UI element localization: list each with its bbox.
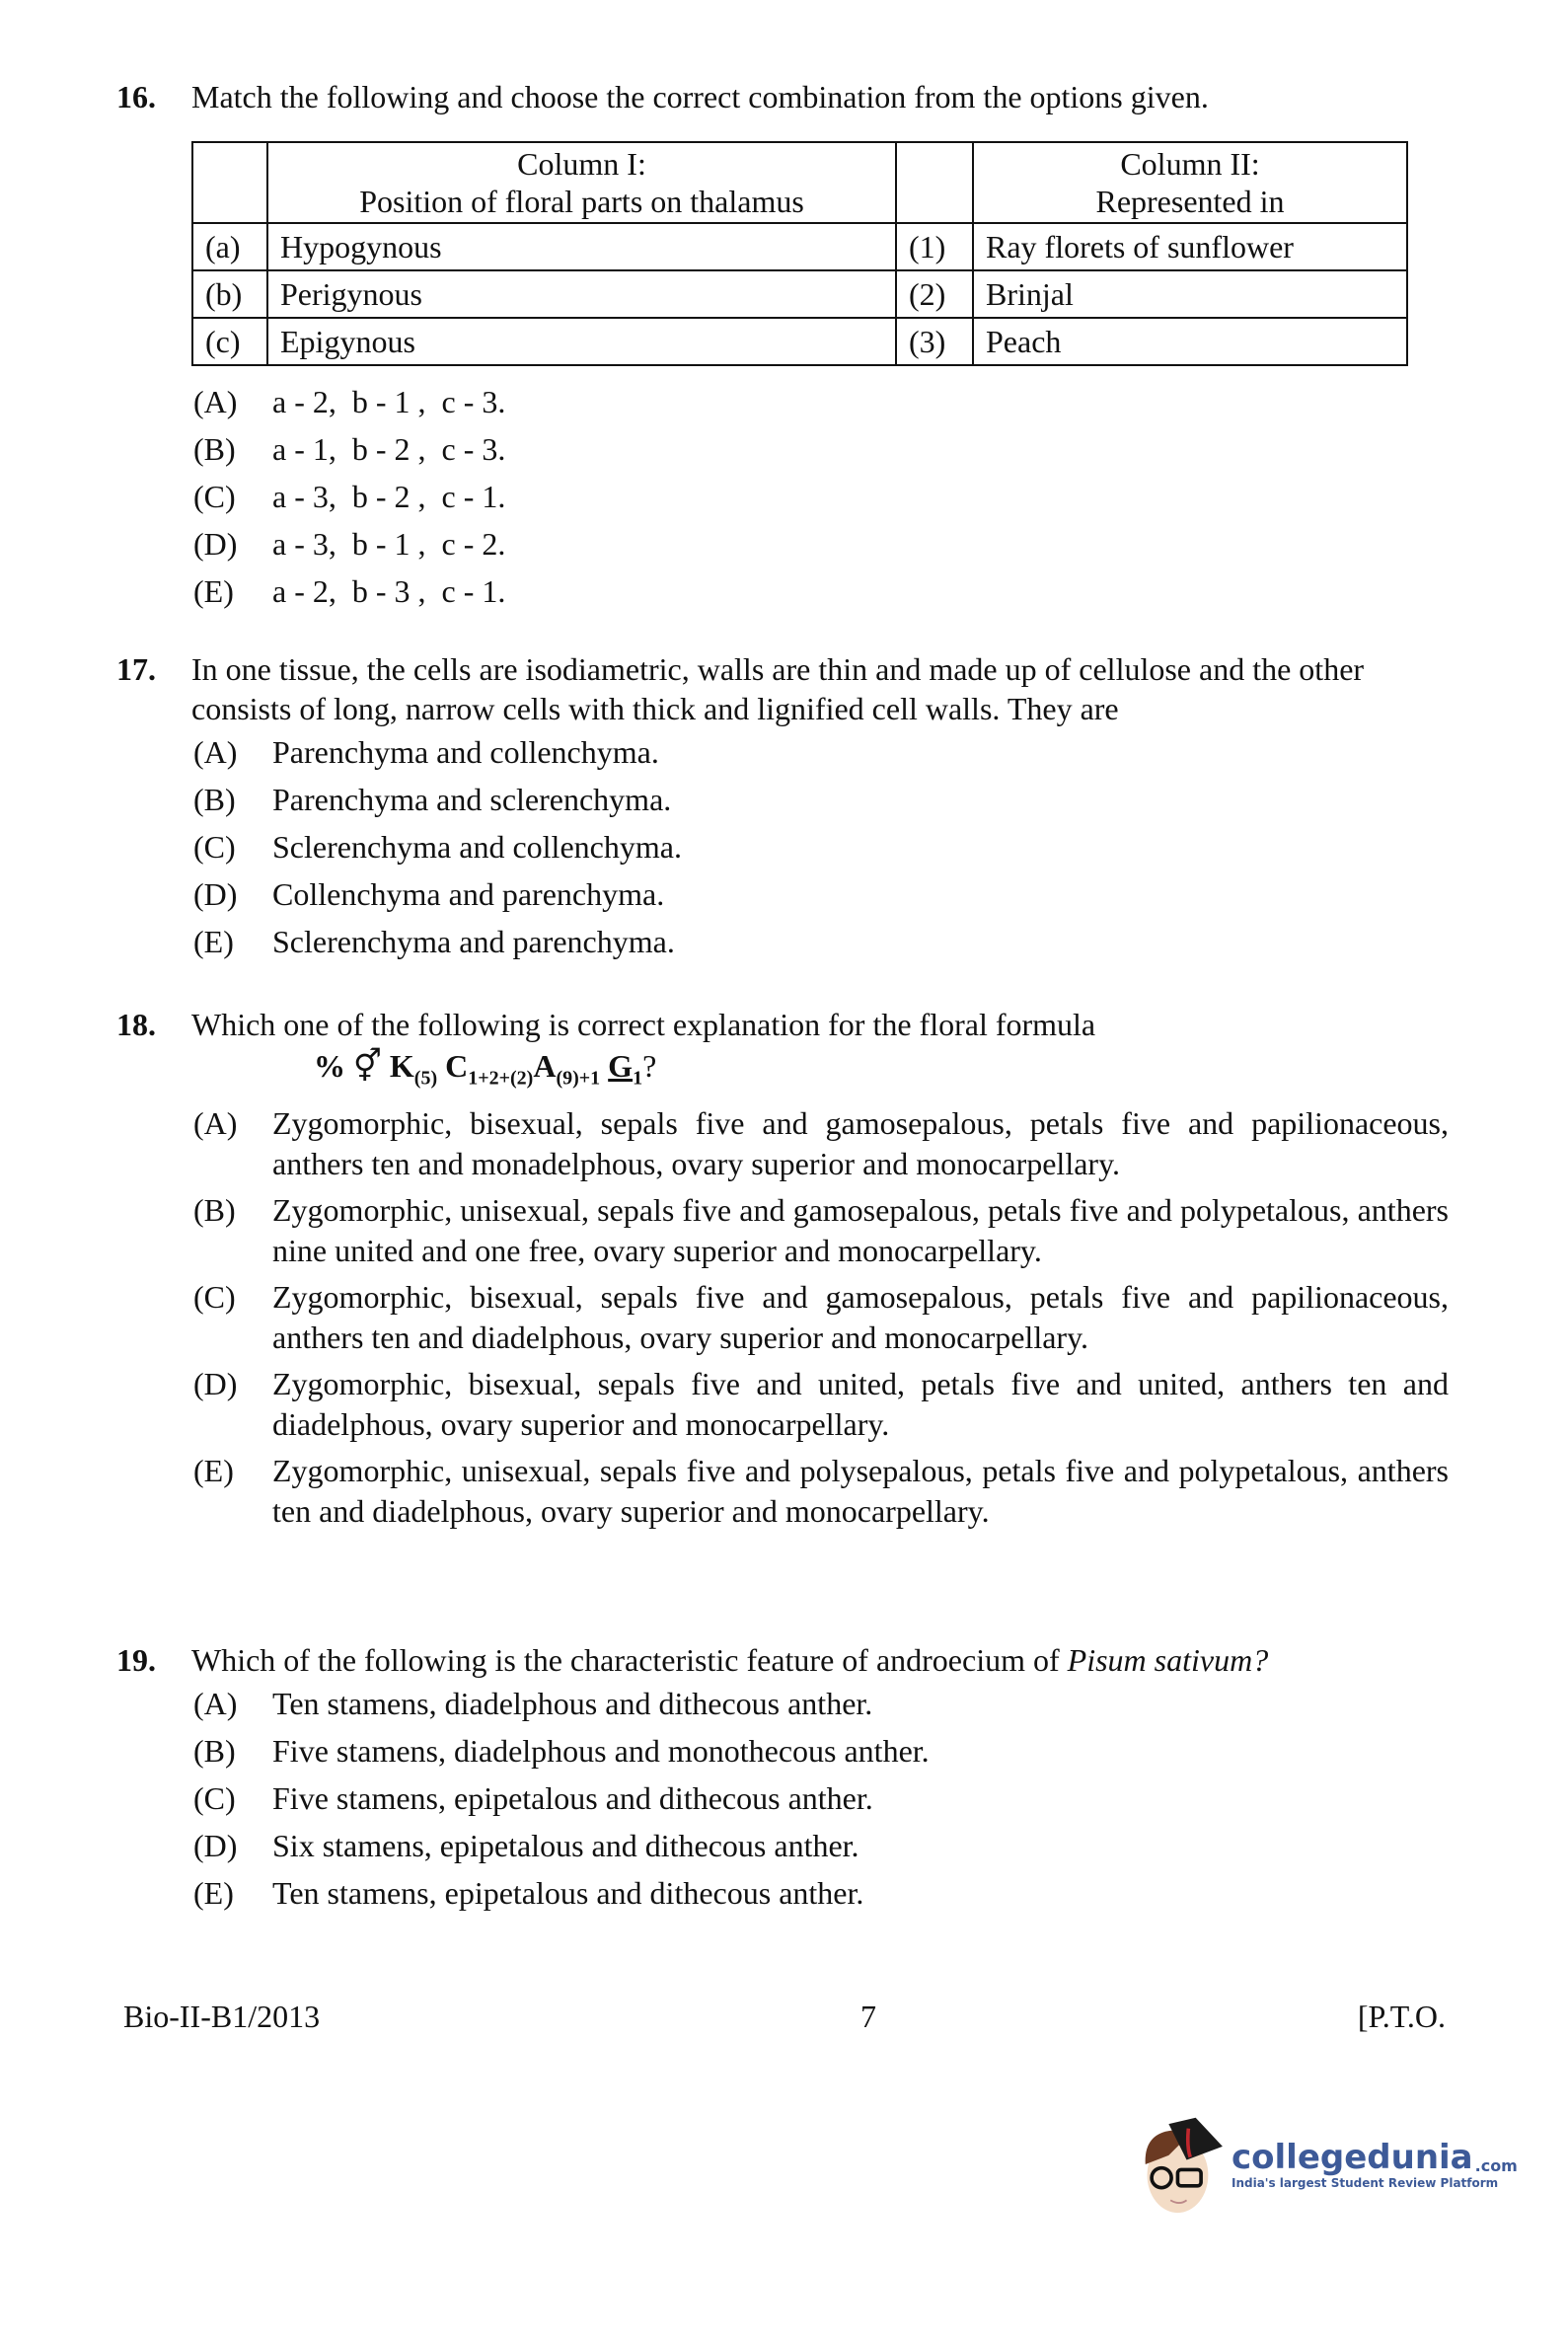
option-c	[193, 1277, 1449, 1358]
pto-label: [P.T.O.	[1357, 1999, 1446, 2034]
option-label: (A)	[193, 1686, 238, 1721]
option-label: (C)	[193, 1780, 236, 1816]
collegedunia-logo	[1133, 2110, 1518, 2219]
row-key: (b)	[192, 270, 267, 318]
col2-header-line2: Represented in	[1095, 184, 1285, 219]
option-a	[193, 378, 1449, 425]
option-text: a - 2, b - 3 , c - 1.	[272, 573, 506, 609]
question-text: Which one of the following is correct explanation for the floral formula	[191, 1007, 1096, 1042]
gynoecium-count: 1	[633, 1067, 643, 1090]
question-number: 19.	[116, 1642, 156, 1678]
table-row	[192, 223, 1407, 270]
option-a	[193, 1680, 1449, 1727]
option-label: (B)	[193, 1192, 236, 1229]
paper-code: Bio-II-B1/2013	[123, 1999, 321, 2034]
student-mascot-icon	[1133, 2110, 1232, 2219]
option-b	[193, 1190, 1449, 1271]
option-text: Six stamens, epipetalous and dithecous anther.	[272, 1828, 859, 1863]
row-match: Brinjal	[973, 270, 1407, 318]
row-item: Hypogynous	[267, 223, 896, 270]
page-number: 7	[859, 1999, 876, 2034]
question-19	[116, 1640, 1449, 1917]
question-18	[116, 1005, 1449, 1532]
androecium-symbol: A	[533, 1048, 557, 1084]
calyx-symbol: K	[389, 1048, 414, 1084]
option-text: Parenchyma and collenchyma.	[272, 734, 659, 770]
question-text: Which of the following is the characteristic feature of androecium of	[191, 1642, 1068, 1678]
option-text: a - 3, b - 1 , c - 2.	[272, 526, 506, 562]
option-label: (E)	[193, 1875, 234, 1911]
option-c	[193, 1774, 1449, 1822]
option-d	[193, 1364, 1449, 1445]
row-num: (3)	[896, 318, 973, 365]
option-text: a - 2, b - 1 , c - 3.	[272, 384, 506, 419]
option-text: Zygomorphic, bisexual, sepals five and gamosepalous, petals five and papilionaceous, anthers ten and monadelphous, ovary superior and monocarpellary.	[272, 1105, 1449, 1182]
option-b	[193, 1727, 1449, 1774]
option-label: (D)	[193, 1828, 238, 1863]
option-text: Ten stamens, epipetalous and dithecous anther.	[272, 1875, 864, 1911]
question-number: 16.	[116, 79, 156, 114]
calyx-count: (5)	[413, 1067, 438, 1090]
option-text: a - 3, b - 2 , c - 1.	[272, 479, 506, 514]
question-17	[116, 649, 1449, 965]
option-text: Zygomorphic, unisexual, sepals five and gamosepalous, petals five and polypetalous, anthers nine united and one free, ovary superior and monocarpellary.	[272, 1192, 1449, 1269]
option-label: (C)	[193, 1279, 236, 1316]
option-text: Parenchyma and sclerenchyma.	[272, 782, 672, 817]
option-label: (B)	[193, 782, 236, 817]
row-match: Ray florets of sunflower	[973, 223, 1407, 270]
table-row	[192, 318, 1407, 365]
table-header-row	[192, 142, 1407, 223]
row-match: Peach	[973, 318, 1407, 365]
option-label: (D)	[193, 1366, 238, 1402]
floral-formula	[314, 1044, 1449, 1099]
option-b	[193, 776, 1449, 823]
row-item: Perigynous	[267, 270, 896, 318]
option-label: (B)	[193, 1733, 236, 1769]
option-text: a - 1, b - 2 , c - 3.	[272, 431, 506, 467]
table-row	[192, 270, 1407, 318]
logo-tagline: India's largest Student Review Platform	[1232, 2176, 1499, 2190]
option-label: (C)	[193, 829, 236, 865]
question-number: 17.	[116, 651, 156, 687]
option-label: (B)	[193, 431, 236, 467]
option-label: (C)	[193, 479, 236, 514]
option-e	[193, 567, 1449, 615]
option-label: (A)	[193, 384, 238, 419]
option-text: Zygomorphic, bisexual, sepals five and united, petals five and united, anthers ten and diadelphous, ovary superior and monocarpellary.	[272, 1366, 1449, 1443]
question-text: In one tissue, the cells are isodiametric, walls are thin and made up of cellulose and the other consists of long, narrow cells with thick and lignified cell walls. They are	[191, 651, 1365, 726]
gynoecium-symbol: G	[608, 1048, 634, 1084]
option-text: Zygomorphic, bisexual, sepals five and gamosepalous, petals five and papilionaceous, anthers ten and diadelphous, ovary superior and monocarpellary.	[272, 1279, 1449, 1356]
option-label: (E)	[193, 1453, 234, 1489]
option-c	[193, 823, 1449, 870]
row-item: Epigynous	[267, 318, 896, 365]
question-text: Match the following and choose the correct combination from the options given.	[191, 79, 1209, 114]
option-a	[193, 1103, 1449, 1184]
logo-wordmark: collegedunia	[1232, 2138, 1473, 2177]
option-label: (A)	[193, 734, 238, 770]
row-num: (2)	[896, 270, 973, 318]
corolla-count: 1+2+(2)	[468, 1067, 534, 1090]
option-e	[193, 918, 1449, 965]
option-label: (E)	[193, 924, 234, 959]
option-b	[193, 425, 1449, 473]
option-label: (A)	[193, 1105, 238, 1142]
question-number: 18.	[116, 1007, 156, 1042]
logo-suffix: .com	[1474, 2156, 1518, 2175]
androecium-count: (9)+1	[556, 1067, 601, 1090]
option-text: Sclerenchyma and collenchyma.	[272, 829, 682, 865]
match-table	[191, 141, 1408, 366]
row-key: (a)	[192, 223, 267, 270]
row-key: (c)	[192, 318, 267, 365]
col1-header-line2: Position of floral parts on thalamus	[359, 184, 804, 219]
option-d	[193, 520, 1449, 567]
option-d	[193, 870, 1449, 918]
option-text: Ten stamens, diadelphous and dithecous anther.	[272, 1686, 873, 1721]
bisexual-symbol: ⚥	[353, 1048, 382, 1084]
option-d	[193, 1822, 1449, 1869]
page-footer	[123, 1999, 1446, 2035]
col2-header-line1: Column II:	[1120, 146, 1260, 182]
option-text: Zygomorphic, unisexual, sepals five and polysepalous, petals five and polypetalous, anthers ten and diadelphous, ovary superior and monocarpellary.	[272, 1453, 1449, 1530]
option-text: Sclerenchyma and parenchyma.	[272, 924, 675, 959]
question-16	[116, 77, 1449, 116]
option-label: (D)	[193, 876, 238, 912]
corolla-symbol: C	[445, 1048, 469, 1084]
species-name: Pisum sativum?	[1067, 1642, 1269, 1678]
zygomorphic-symbol: %	[314, 1048, 345, 1084]
option-text: Five stamens, epipetalous and dithecous anther.	[272, 1780, 873, 1816]
option-label: (E)	[193, 573, 234, 609]
option-e	[193, 1451, 1449, 1532]
row-num: (1)	[896, 223, 973, 270]
option-c	[193, 473, 1449, 520]
q16-options	[116, 378, 1449, 615]
option-text: Collenchyma and parenchyma.	[272, 876, 665, 912]
option-label: (D)	[193, 526, 238, 562]
col1-header-line1: Column I:	[517, 146, 646, 182]
option-text: Five stamens, diadelphous and monothecous anther.	[272, 1733, 930, 1769]
option-a	[193, 728, 1449, 776]
option-e	[193, 1869, 1449, 1917]
question-mark: ?	[642, 1048, 657, 1084]
